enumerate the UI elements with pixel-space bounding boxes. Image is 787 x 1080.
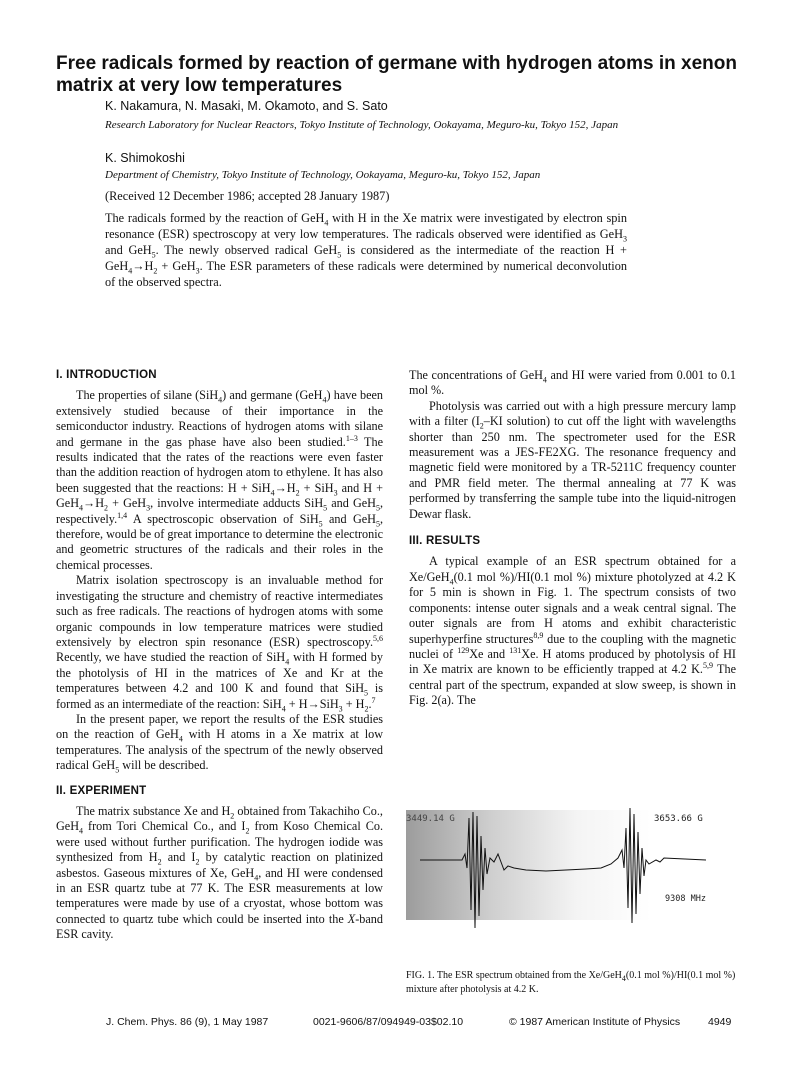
section-heading-experiment: II. EXPERIMENT xyxy=(56,784,147,797)
right-column xyxy=(409,368,736,709)
paragraph: Matrix isolation spectroscopy is an invaluable method for investigating the structure and chemistry of reactive intermediates such as free radicals. The reactions of hydrogen atoms with some organic compounds in low temperature matrices were studied extensively by electron spin resonance (ESR) spectroscopy.$^{5,6}$ Recently, we have studied the reaction of SiH$_4$ with H formed by the photolysis of HI in the matrices of Xe and Kr at the temperatures between 4.2 and 100 K and found that SiH$_5$ is formed as an intermediate of the reaction: $SiH_4 + H\to SiH_3 + H_2.^7$ xyxy=(56,573,383,713)
authors-group-1: K. Nakamura, N. Masaki, M. Okamoto, and S. Sato xyxy=(105,99,388,113)
right-field-label: 3653.66 G xyxy=(654,814,703,824)
frequency-label: 9308 MHz xyxy=(665,894,706,904)
paragraph: The matrix substance Xe and $H_2$ obtained from Takachiho Co., GeH$_4$ from Tori Chemical Co., and $I_2$ from Koso Chemical Co. were used without further purification. The hydrogen iodide was synthesized from $H_2$ and $I_2$ by catalytic reaction on platinized asbestos. Gaseous mixtures of Xe, GeH$_4$, and HI were condensed in an ESR quartz tube at 77 K. The ESR measurements at low temperatures were made by use of a cryostat, whose bottom was connected to quartz tube which could be inserted into the X-band ESR cavity. xyxy=(56,803,384,942)
paragraph: In the present paper, we report the results of the ESR studies on the reaction of GeH$_4$ with H atoms in a Xe matrix at low temperatures. The analysis of the spectrum of the newly observed radical GeH$_5$ will be described. xyxy=(56,711,383,775)
footer-journal: J. Chem. Phys. 86 (9), 1 May 1987 xyxy=(106,1016,269,1028)
left-column xyxy=(56,368,383,943)
authors-group-2: K. Shimokoshi xyxy=(105,151,185,165)
left-field-label: 3449.14 G xyxy=(406,814,455,824)
section-heading-introduction: I. INTRODUCTION xyxy=(56,369,157,381)
section-heading-results: III. RESULTS xyxy=(409,535,481,548)
received-dates: (Received 12 December 1986; accepted 28 January 1987) xyxy=(105,189,390,203)
abstract: The radicals formed by the reaction of GeH$_4$ with H in the Xe matrix were investigated by electron spin resonance (ESR) spectroscopy at very low temperatures. The radicals observed were identified as GeH$_3$ and GeH$_5$. The newly observed radical GeH$_5$ is considered as the intermediate of the reaction $H + GeH_4\to H_2 + GeH_3$. The ESR parameters of these radicals were determined by numerical deconvolution of the observed spectra. xyxy=(105,211,627,289)
footer-code: 0021-9606/87/094949-03$02.10 xyxy=(313,1016,464,1028)
paragraph: A typical example of an ESR spectrum obtained for a Xe/GeH$_4$(0.1 mol %)/HI(0.1 mol %) mixture photolyzed at 4.2 K for 5 min is shown in Fig. 1. The spectrum consists of two components: intense outer signals and a weak central signal. The outer signals are from H atoms and exhibit characteristic superhyperfine structures$^{8,9}$ due to the coupling with the magnetic nuclei of $^{129}$Xe and $^{131}$Xe. H atoms produced by photolysis of HI in Xe matrix are known to be efficiently trapped at 4.2 K.$^{5,9}$ The central part of the spectrum, expanded at slow sweep, is shown in Fig. 2(a). The xyxy=(409,554,736,708)
paper-title: Free radicals formed by reaction of germane with hydrogen atoms in xenon matrix at very low temperatures xyxy=(56,53,737,96)
footer-copyright: © 1987 American Institute of Physics xyxy=(509,1016,681,1028)
figure-caption: FIG. 1. The ESR spectrum obtained from the Xe/GeH$_4$(0.1 mol %)/HI(0.1 mol %) mixture after photolysis at 4.2 K. xyxy=(406,970,736,995)
footer-page-number: 4949 xyxy=(708,1016,732,1028)
affiliation-2: Department of Chemistry, Tokyo Institute of Technology, Ookayama, Meguro-ku, Tokyo 152, Japan xyxy=(105,169,541,181)
affiliation-1: Research Laboratory for Nuclear Reactors, Tokyo Institute of Technology, Ookayama, Meguro-ku, Tokyo 152, Japan xyxy=(105,119,619,131)
paragraph: The properties of silane (SiH$_4$) and germane (GeH$_4$) have been extensively studied because of their importance in the semiconductor industry. Reactions of hydrogen atoms with silane and germane in the gas phase have also been studied.$^{1-3}$ The results indicated that the rates of the reactions were even faster than the addition reaction of hydrogen atom to ethylene. It has also been suggested that the reactions: $H + SiH_4\to H_2 + SiH_3$ and $H + GeH_4\to H_2 + GeH_3$, involve intermediate adducts SiH$_5$ and GeH$_5$, respectively.$^{1,4}$ A spectroscopic observation of SiH$_5$ and GeH$_5$, therefore, would be of great importance to determine the electronic and geometric structures of the radicals and their roles in the chemical processes. xyxy=(56,388,384,572)
paragraph: Photolysis was carried out with a high pressure mercury lamp with a filter ($I_2-KI$ solution) to cut off the light with wavelengths shorter than 250 nm. The spectrometer used for the ESR measurement was a JES-FE2XG. The resonance frequency and magnetic field were monitored by a TR-5211C frequency counter and PMR field meter. The thermal annealing at 77 K was performed by transferring the sample tube into the liquid-nitrogen Dewar flask. xyxy=(409,398,736,521)
paragraph: The concentrations of GeH$_4$ and HI were varied from 0.001 to 0.1 mol %. xyxy=(409,368,736,398)
esr-spectrum-figure xyxy=(406,798,736,968)
scan-shading xyxy=(406,810,651,920)
